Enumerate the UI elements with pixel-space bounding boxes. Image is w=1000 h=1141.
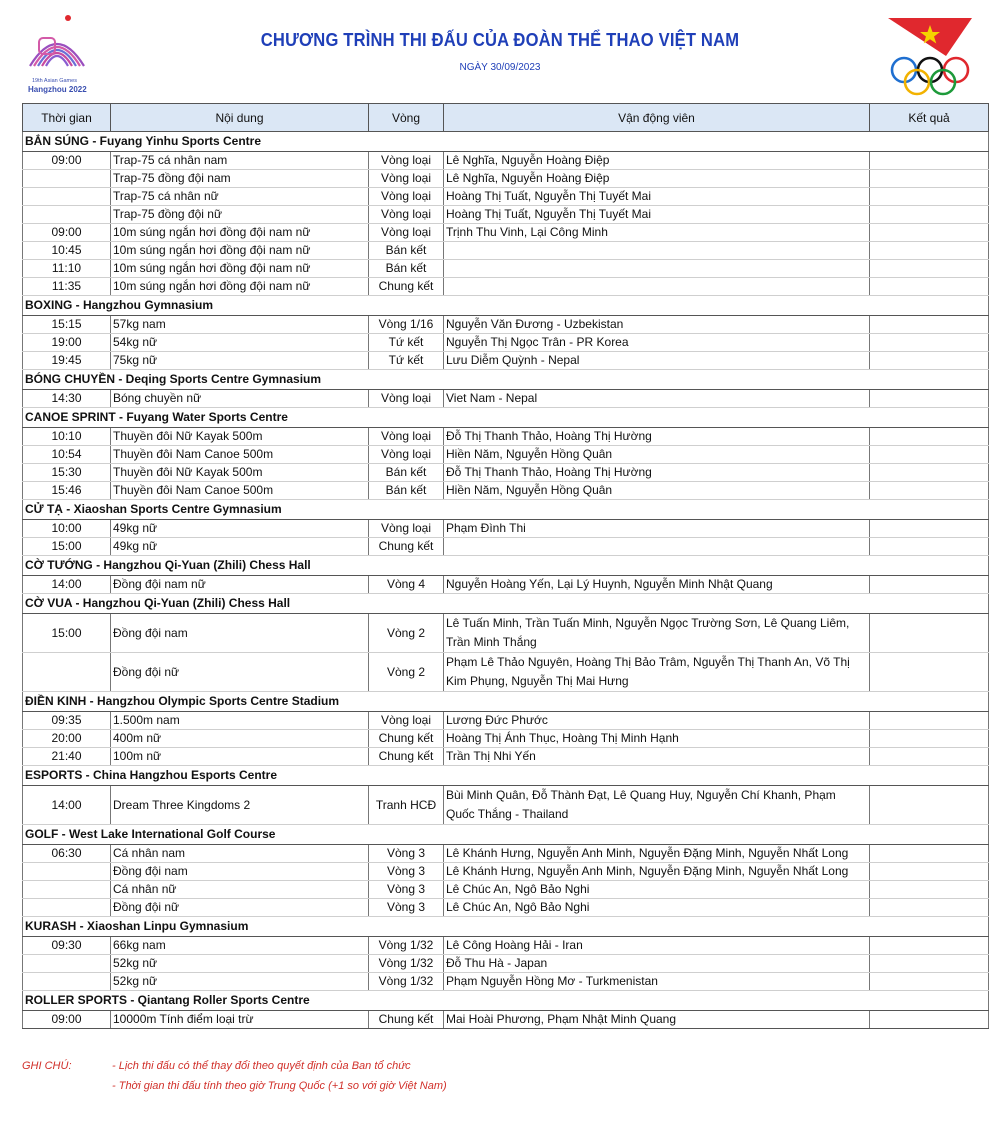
table-row	[23, 937, 989, 955]
cell-event: Trap-75 đồng đội nữ	[111, 206, 369, 224]
cell-athletes: Phạm Đình Thi	[444, 520, 870, 538]
cell-time: 15:30	[23, 464, 111, 482]
cell-result	[870, 390, 989, 408]
cell-result	[870, 899, 989, 917]
section-row	[23, 766, 989, 786]
cell-athletes: Đỗ Thị Thanh Thảo, Hoàng Thị Hường	[444, 464, 870, 482]
cell-event: 10m súng ngắn hơi đồng đội nam nữ	[111, 260, 369, 278]
cell-result	[870, 224, 989, 242]
cell-event: Đồng đội nam	[111, 863, 369, 881]
cell-time: 09:00	[23, 1011, 111, 1029]
cell-time	[23, 206, 111, 224]
cell-result	[870, 334, 989, 352]
table-row	[23, 520, 989, 538]
cell-athletes: Lương Đức Phước	[444, 712, 870, 730]
cell-result	[870, 1011, 989, 1029]
cell-round: Vòng loại	[369, 170, 444, 188]
cell-athletes: Lưu Diễm Quỳnh - Nepal	[444, 352, 870, 370]
cell-event: 1.500m nam	[111, 712, 369, 730]
cell-athletes	[444, 278, 870, 296]
logo-caption-1: 19th Asian Games	[32, 78, 77, 84]
cell-round: Vòng loại	[369, 152, 444, 170]
cell-time	[23, 188, 111, 206]
section-row	[23, 408, 989, 428]
cell-athletes: Lê Nghĩa, Nguyễn Hoàng Điệp	[444, 170, 870, 188]
cell-time: 19:45	[23, 352, 111, 370]
section-row	[23, 500, 989, 520]
cell-round: Vòng 1/32	[369, 973, 444, 991]
cell-event: Thuyền đôi Nam Canoe 500m	[111, 482, 369, 500]
cell-event: Dream Three Kingdoms 2	[111, 786, 369, 825]
table-row	[23, 730, 989, 748]
table-row	[23, 428, 989, 446]
cell-round: Tứ kết	[369, 334, 444, 352]
cell-athletes: Lê Chúc An, Ngô Bảo Nghi	[444, 881, 870, 899]
cell-athletes: Nguyễn Văn Đương - Uzbekistan	[444, 316, 870, 334]
cell-event: Bóng chuyền nữ	[111, 390, 369, 408]
table-row	[23, 748, 989, 766]
cell-time	[23, 899, 111, 917]
cell-result	[870, 538, 989, 556]
table-row	[23, 352, 989, 370]
cell-round: Vòng 4	[369, 576, 444, 594]
asian-games-logo	[22, 14, 92, 98]
cell-result	[870, 937, 989, 955]
cell-round: Chung kết	[369, 1011, 444, 1029]
note-item: - Lịch thi đấu có thể thay đổi theo quyết định của Ban tổ chức	[112, 1060, 411, 1072]
cell-time: 11:10	[23, 260, 111, 278]
table-row	[23, 446, 989, 464]
section-row	[23, 132, 989, 152]
section-title: CANOE SPRINT - Fuyang Water Sports Centre	[23, 408, 989, 428]
cell-event: 49kg nữ	[111, 538, 369, 556]
cell-round: Vòng 3	[369, 881, 444, 899]
cell-event: 400m nữ	[111, 730, 369, 748]
cell-round: Vòng loại	[369, 188, 444, 206]
cell-athletes: Hiền Năm, Nguyễn Hồng Quân	[444, 446, 870, 464]
cell-time: 21:40	[23, 748, 111, 766]
table-row	[23, 899, 989, 917]
cell-round: Bán kết	[369, 260, 444, 278]
section-title: BẮN SÚNG - Fuyang Yinhu Sports Centre	[23, 132, 989, 152]
cell-athletes	[444, 260, 870, 278]
cell-time: 06:30	[23, 845, 111, 863]
section-title: ĐIỀN KINH - Hangzhou Olympic Sports Centre Stadium	[23, 692, 989, 712]
cell-event: 10m súng ngắn hơi đồng đội nam nữ	[111, 224, 369, 242]
table-header-row	[23, 104, 989, 132]
cell-athletes	[444, 538, 870, 556]
header-event: Nội dung	[111, 104, 369, 132]
cell-round: Vòng 1/16	[369, 316, 444, 334]
cell-event: Thuyền đôi Nam Canoe 500m	[111, 446, 369, 464]
schedule-table	[22, 103, 989, 1029]
cell-event: Đồng đội nữ	[111, 653, 369, 692]
cell-event: Trap-75 cá nhân nữ	[111, 188, 369, 206]
cell-time: 09:00	[23, 152, 111, 170]
cell-event: 100m nữ	[111, 748, 369, 766]
table-row	[23, 881, 989, 899]
section-title: ROLLER SPORTS - Qiantang Roller Sports Centre	[23, 991, 989, 1011]
table-row	[23, 188, 989, 206]
section-row	[23, 370, 989, 390]
cell-athletes	[444, 242, 870, 260]
cell-event: 52kg nữ	[111, 973, 369, 991]
cell-round: Vòng 1/32	[369, 937, 444, 955]
cell-event: Đồng đội nam	[111, 614, 369, 653]
cell-event: 57kg nam	[111, 316, 369, 334]
cell-time: 09:30	[23, 937, 111, 955]
header-athletes: Vận động viên	[444, 104, 870, 132]
cell-result	[870, 973, 989, 991]
cell-round: Vòng 3	[369, 863, 444, 881]
cell-round: Chung kết	[369, 748, 444, 766]
cell-result	[870, 730, 989, 748]
cell-time	[23, 170, 111, 188]
cell-time: 11:35	[23, 278, 111, 296]
table-row	[23, 482, 989, 500]
cell-result	[870, 152, 989, 170]
cell-event: Trap-75 cá nhân nam	[111, 152, 369, 170]
notes-label: GHI CHÚ:	[22, 1060, 72, 1072]
cell-event: Cá nhân nữ	[111, 881, 369, 899]
cell-time	[23, 973, 111, 991]
table-row	[23, 1011, 989, 1029]
header-result: Kết quả	[870, 104, 989, 132]
cell-athletes: Hoàng Thị Ánh Thục, Hoàng Thị Minh Hạnh	[444, 730, 870, 748]
cell-result	[870, 748, 989, 766]
table-row	[23, 390, 989, 408]
table-row	[23, 576, 989, 594]
table-row	[23, 242, 989, 260]
logo-caption-2: Hangzhou 2022	[28, 85, 87, 94]
cell-result	[870, 786, 989, 825]
cell-athletes: Lê Khánh Hưng, Nguyễn Anh Minh, Nguyễn Đặng Minh, Nguyễn Nhất Long	[444, 863, 870, 881]
cell-round: Vòng loại	[369, 390, 444, 408]
cell-time: 14:00	[23, 576, 111, 594]
cell-time	[23, 863, 111, 881]
cell-athletes: Hiền Năm, Nguyễn Hồng Quân	[444, 482, 870, 500]
cell-result	[870, 955, 989, 973]
cell-result	[870, 428, 989, 446]
cell-result	[870, 520, 989, 538]
cell-athletes: Trần Thị Nhi Yến	[444, 748, 870, 766]
cell-event: 54kg nữ	[111, 334, 369, 352]
cell-time: 15:15	[23, 316, 111, 334]
cell-result	[870, 242, 989, 260]
cell-athletes: Bùi Minh Quân, Đỗ Thành Đạt, Lê Quang Huy, Nguyễn Chí Khanh, Phạm Quốc Thắng - Thailand	[444, 786, 870, 825]
cell-time: 15:00	[23, 614, 111, 653]
note-item: - Thời gian thi đấu tính theo giờ Trung Quốc (+1 so với giờ Việt Nam)	[112, 1080, 447, 1092]
section-title: BOXING - Hangzhou Gymnasium	[23, 296, 989, 316]
cell-athletes: Lê Tuấn Minh, Trần Tuấn Minh, Nguyễn Ngọc Trường Sơn, Lê Quang Liêm, Trần Minh Thắng	[444, 614, 870, 653]
section-row	[23, 825, 989, 845]
cell-result	[870, 446, 989, 464]
cell-time	[23, 955, 111, 973]
cell-event: 10m súng ngắn hơi đồng đội nam nữ	[111, 278, 369, 296]
cell-athletes: Đỗ Thu Hà - Japan	[444, 955, 870, 973]
table-row	[23, 464, 989, 482]
table-row	[23, 206, 989, 224]
section-title: CỜ TƯỚNG - Hangzhou Qi-Yuan (Zhili) Chess Hall	[23, 556, 989, 576]
section-title: CỬ TẠ - Xiaoshan Sports Centre Gymnasium	[23, 500, 989, 520]
section-row	[23, 594, 989, 614]
table-row	[23, 973, 989, 991]
section-title: CỜ VUA - Hangzhou Qi-Yuan (Zhili) Chess Hall	[23, 594, 989, 614]
cell-result	[870, 278, 989, 296]
cell-result	[870, 464, 989, 482]
cell-time: 15:46	[23, 482, 111, 500]
cell-athletes: Lê Chúc An, Ngô Bảo Nghi	[444, 899, 870, 917]
cell-round: Vòng 1/32	[369, 955, 444, 973]
cell-event: Cá nhân nam	[111, 845, 369, 863]
cell-event: 49kg nữ	[111, 520, 369, 538]
section-title: ESPORTS - China Hangzhou Esports Centre	[23, 766, 989, 786]
cell-time: 14:30	[23, 390, 111, 408]
cell-round: Vòng loại	[369, 446, 444, 464]
cell-athletes: Lê Khánh Hưng, Nguyễn Anh Minh, Nguyễn Đặng Minh, Nguyễn Nhất Long	[444, 845, 870, 863]
cell-time: 10:10	[23, 428, 111, 446]
cell-event: Đồng đội nam nữ	[111, 576, 369, 594]
section-row	[23, 556, 989, 576]
header-time: Thời gian	[23, 104, 111, 132]
cell-event: 10000m Tính điểm loại trừ	[111, 1011, 369, 1029]
cell-round: Chung kết	[369, 730, 444, 748]
cell-time: 10:45	[23, 242, 111, 260]
table-row	[23, 955, 989, 973]
cell-athletes: Phạm Nguyễn Hồng Mơ - Turkmenistan	[444, 973, 870, 991]
cell-event: 10m súng ngắn hơi đồng đội nam nữ	[111, 242, 369, 260]
cell-result	[870, 352, 989, 370]
cell-result	[870, 316, 989, 334]
cell-round: Tứ kết	[369, 352, 444, 370]
cell-result	[870, 653, 989, 692]
cell-round: Vòng loại	[369, 520, 444, 538]
cell-round: Vòng 2	[369, 653, 444, 692]
cell-round: Tranh HCĐ	[369, 786, 444, 825]
table-row	[23, 224, 989, 242]
cell-round: Vòng 2	[369, 614, 444, 653]
cell-result	[870, 863, 989, 881]
page-header	[0, 0, 1000, 100]
cell-result	[870, 260, 989, 278]
page-date: NGÀY 30/09/2023	[459, 62, 541, 73]
cell-round: Vòng loại	[369, 206, 444, 224]
table-row	[23, 845, 989, 863]
cell-athletes: Viet Nam - Nepal	[444, 390, 870, 408]
cell-event: 52kg nữ	[111, 955, 369, 973]
cell-round: Vòng loại	[369, 224, 444, 242]
cell-event: Thuyền đôi Nữ Kayak 500m	[111, 428, 369, 446]
cell-round: Chung kết	[369, 278, 444, 296]
cell-athletes: Lê Công Hoàng Hải - Iran	[444, 937, 870, 955]
table-row	[23, 538, 989, 556]
cell-round: Bán kết	[369, 464, 444, 482]
cell-result	[870, 845, 989, 863]
cell-time: 09:00	[23, 224, 111, 242]
cell-round: Vòng 3	[369, 899, 444, 917]
cell-result	[870, 170, 989, 188]
cell-time: 19:00	[23, 334, 111, 352]
cell-athletes: Hoàng Thị Tuất, Nguyễn Thị Tuyết Mai	[444, 206, 870, 224]
table-row	[23, 614, 989, 653]
cell-time	[23, 881, 111, 899]
section-row	[23, 692, 989, 712]
cell-athletes: Phạm Lê Thảo Nguyên, Hoàng Thị Bảo Trâm, Nguyễn Thị Thanh An, Võ Thị Kim Phụng, Nguyễn Thị Mai Hưng	[444, 653, 870, 692]
cell-result	[870, 206, 989, 224]
cell-event: 75kg nữ	[111, 352, 369, 370]
table-row	[23, 786, 989, 825]
section-row	[23, 296, 989, 316]
cell-event: 66kg nam	[111, 937, 369, 955]
cell-time: 20:00	[23, 730, 111, 748]
cell-round: Vòng loại	[369, 428, 444, 446]
table-row	[23, 260, 989, 278]
table-row	[23, 653, 989, 692]
section-row	[23, 991, 989, 1011]
cell-athletes: Nguyễn Thị Ngọc Trân - PR Korea	[444, 334, 870, 352]
cell-time: 14:00	[23, 786, 111, 825]
cell-event: Đồng đội nữ	[111, 899, 369, 917]
cell-round: Chung kết	[369, 538, 444, 556]
cell-round: Vòng 3	[369, 845, 444, 863]
cell-time: 10:00	[23, 520, 111, 538]
cell-round: Bán kết	[369, 242, 444, 260]
cell-athletes: Đỗ Thị Thanh Thảo, Hoàng Thị Hường	[444, 428, 870, 446]
cell-result	[870, 482, 989, 500]
cell-athletes: Hoàng Thị Tuất, Nguyễn Thị Tuyết Mai	[444, 188, 870, 206]
cell-round: Vòng loại	[369, 712, 444, 730]
cell-time	[23, 653, 111, 692]
cell-result	[870, 576, 989, 594]
page-title: CHƯƠNG TRÌNH THI ĐẤU CỦA ĐOÀN THỂ THAO VIỆT NAM	[260, 30, 740, 50]
header-round: Vòng	[369, 104, 444, 132]
table-row	[23, 152, 989, 170]
cell-time: 15:00	[23, 538, 111, 556]
table-row	[23, 278, 989, 296]
olympic-committee-logo	[884, 16, 976, 98]
cell-event: Trap-75 đồng đội nam	[111, 170, 369, 188]
cell-time: 10:54	[23, 446, 111, 464]
table-row	[23, 712, 989, 730]
table-row	[23, 334, 989, 352]
cell-athletes: Mai Hoài Phương, Phạm Nhật Minh Quang	[444, 1011, 870, 1029]
table-row	[23, 316, 989, 334]
cell-result	[870, 188, 989, 206]
cell-athletes: Lê Nghĩa, Nguyễn Hoàng Điệp	[444, 152, 870, 170]
cell-event: Thuyền đôi Nữ Kayak 500m	[111, 464, 369, 482]
cell-time: 09:35	[23, 712, 111, 730]
cell-result	[870, 614, 989, 653]
section-title: GOLF - West Lake International Golf Course	[23, 825, 989, 845]
section-row	[23, 917, 989, 937]
table-row	[23, 170, 989, 188]
table-row	[23, 863, 989, 881]
cell-result	[870, 712, 989, 730]
cell-athletes: Nguyễn Hoàng Yến, Lại Lý Huynh, Nguyễn Minh Nhật Quang	[444, 576, 870, 594]
cell-athletes: Trịnh Thu Vinh, Lại Công Minh	[444, 224, 870, 242]
cell-result	[870, 881, 989, 899]
section-title: KURASH - Xiaoshan Linpu Gymnasium	[23, 917, 989, 937]
section-title: BÓNG CHUYỀN - Deqing Sports Centre Gymnasium	[23, 370, 989, 390]
schedule-body	[23, 132, 989, 1029]
cell-round: Bán kết	[369, 482, 444, 500]
